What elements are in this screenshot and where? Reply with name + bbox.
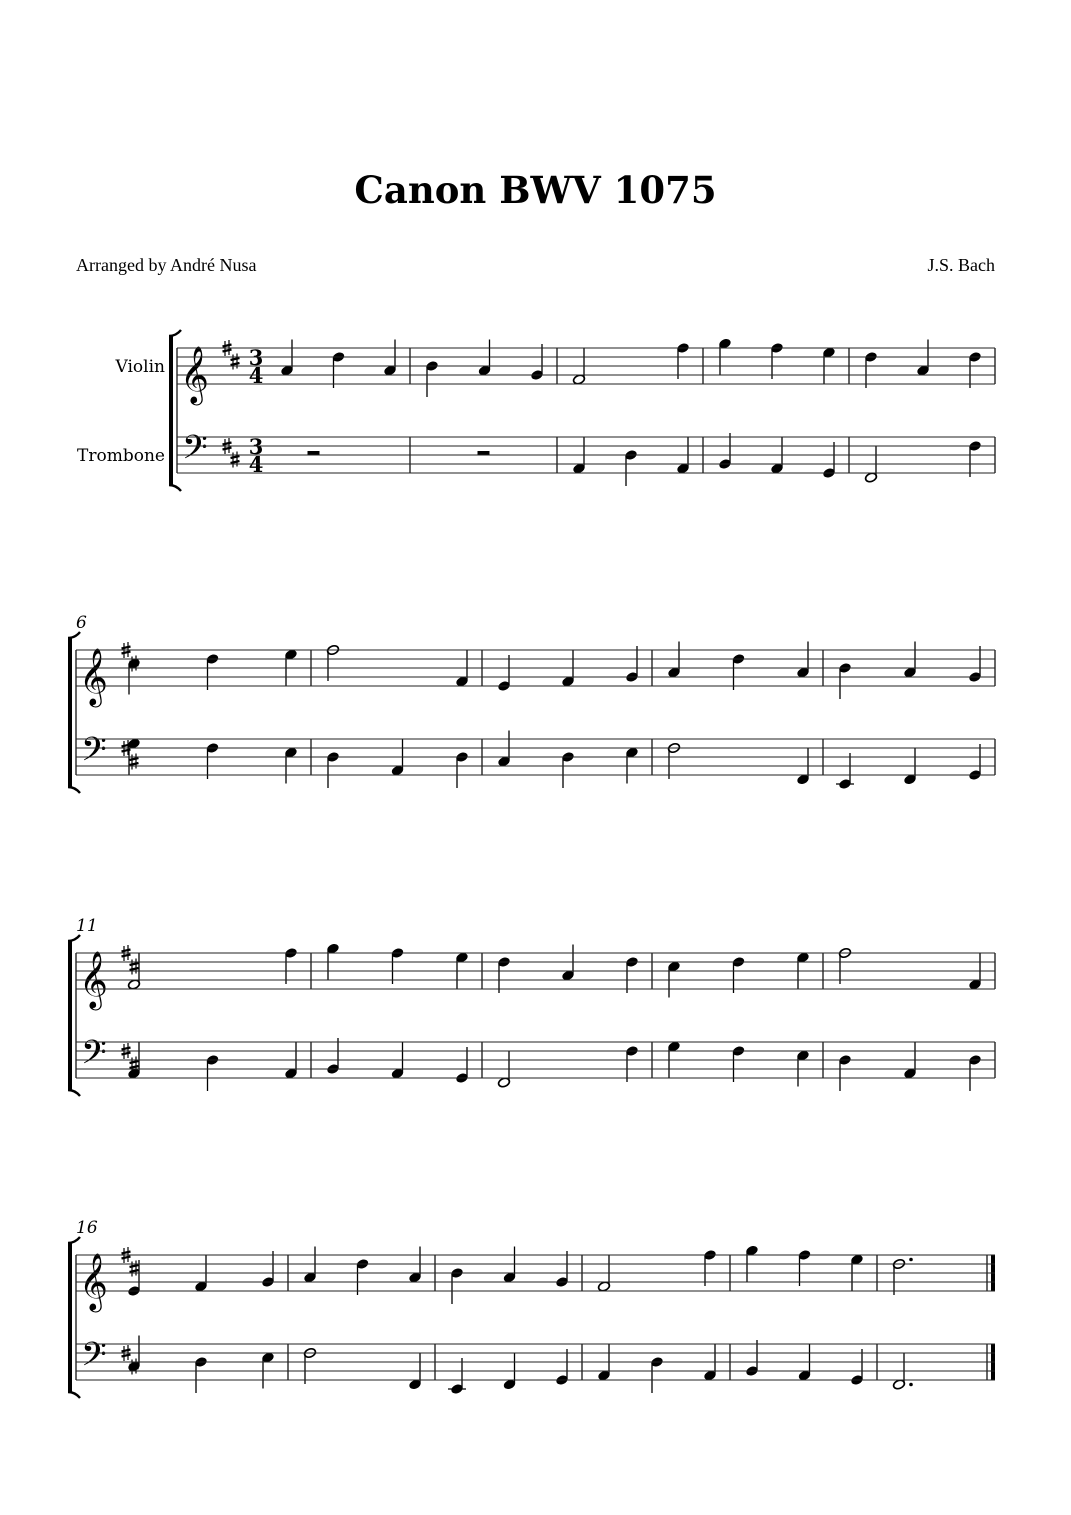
note: [903, 1043, 916, 1080]
treble-clef-icon: 𝄞: [180, 346, 209, 403]
note: [770, 438, 783, 475]
note: [561, 651, 574, 688]
note: [194, 1256, 207, 1293]
note: [561, 945, 574, 982]
system-bracket: [68, 941, 72, 1090]
bracket-bottom-hook: [68, 1392, 80, 1398]
measure-number: 11: [76, 916, 98, 936]
note: [850, 1254, 863, 1291]
system-bracket: [169, 336, 173, 485]
note: [127, 954, 140, 991]
note: [284, 649, 297, 686]
trombone-staff: [76, 1042, 995, 1078]
note: [796, 642, 809, 679]
trombone-staff: [76, 1344, 995, 1380]
system-1: [77, 330, 995, 491]
bracket-top-hook: [169, 330, 181, 336]
measure: [864, 340, 981, 484]
note: [284, 747, 297, 784]
note: [718, 338, 731, 375]
note: [408, 1247, 421, 1284]
note: [796, 952, 809, 989]
note: [572, 349, 585, 386]
time-signature-unit: 4: [248, 452, 264, 477]
measure: [448, 1247, 569, 1395]
measure: [127, 649, 297, 784]
note: [497, 1052, 510, 1089]
note: [284, 1043, 297, 1080]
note: [280, 340, 293, 377]
note: [503, 1247, 516, 1284]
note: [903, 749, 916, 786]
violin-staff: [76, 953, 995, 989]
system-bracket: [68, 1243, 72, 1392]
note: [903, 642, 916, 679]
note: [968, 954, 981, 991]
measure: [497, 945, 638, 1089]
note: [676, 438, 689, 475]
note: [822, 347, 835, 384]
time-signature-beats: 3: [248, 345, 264, 370]
bass-clef-icon: 𝄢: [81, 1336, 107, 1382]
time-signature-beats: 3: [248, 434, 264, 459]
note: [798, 1345, 811, 1382]
augmentation-dot: [909, 1258, 913, 1262]
note: [391, 740, 404, 777]
measure: [892, 1258, 912, 1391]
note: [455, 651, 468, 688]
note: [391, 1043, 404, 1080]
note: [745, 1245, 758, 1282]
composer-credit: J.S. Bach: [927, 255, 995, 275]
measure: [836, 642, 982, 790]
note: [383, 340, 396, 377]
measure: [745, 1245, 863, 1386]
note: [497, 731, 510, 768]
note: [503, 1354, 516, 1391]
note: [303, 1247, 316, 1284]
note: [864, 447, 877, 484]
sharp-icon: [130, 1261, 139, 1277]
bass-clef-icon: 𝄢: [81, 731, 107, 777]
bracket-bottom-hook: [68, 1090, 80, 1096]
measure: [127, 1251, 274, 1393]
sharp-icon: [231, 452, 240, 468]
arranger-credit: Arranged by André Nusa: [76, 255, 257, 275]
note: [597, 1256, 610, 1293]
note: [667, 642, 680, 679]
note: [667, 961, 680, 998]
note: [572, 438, 585, 475]
note: [597, 1345, 610, 1382]
treble-clef-icon: 𝄞: [79, 951, 108, 1008]
measure: [326, 943, 468, 1084]
bass-clef-icon: 𝄢: [81, 1034, 107, 1080]
measure: [497, 646, 638, 788]
treble-clef-icon: 𝄞: [79, 648, 108, 705]
time-signature-unit: 4: [248, 363, 264, 388]
note: [127, 738, 140, 775]
trombone-staff: [177, 437, 995, 473]
system-bracket: [68, 638, 72, 787]
score-title: Canon BWV 1075: [354, 168, 717, 212]
sharp-icon: [130, 959, 139, 975]
instrument-name-violin: Violin: [115, 357, 165, 377]
note: [478, 340, 491, 377]
note: [127, 658, 140, 695]
note: [408, 1354, 421, 1391]
measure-number: 6: [76, 613, 87, 633]
note: [667, 1041, 680, 1078]
note: [448, 1358, 466, 1395]
note: [892, 1258, 912, 1295]
note: [326, 943, 339, 980]
instrument-name-trombone: Trombone: [77, 446, 165, 466]
note: [836, 753, 854, 790]
half-rest-icon: [308, 451, 320, 455]
note: [916, 340, 929, 377]
note: [625, 747, 638, 784]
sharp-icon: [130, 754, 139, 770]
measure: [667, 952, 809, 1087]
note: [455, 952, 468, 989]
measure-number: 16: [76, 1218, 98, 1238]
note: [796, 749, 809, 786]
measure: [667, 642, 809, 786]
augmentation-dot: [909, 1383, 913, 1387]
note: [892, 1354, 912, 1391]
bass-clef-icon: 𝄢: [182, 429, 208, 475]
note: [261, 1352, 274, 1389]
bracket-bottom-hook: [68, 787, 80, 793]
measure: [718, 338, 835, 479]
bracket-bottom-hook: [169, 485, 181, 491]
half-rest-icon: [478, 451, 490, 455]
note: [796, 1050, 809, 1087]
sharp-icon: [231, 354, 240, 370]
treble-clef-icon: 𝄞: [79, 1253, 108, 1310]
measure: [303, 1247, 421, 1391]
note: [703, 1345, 716, 1382]
